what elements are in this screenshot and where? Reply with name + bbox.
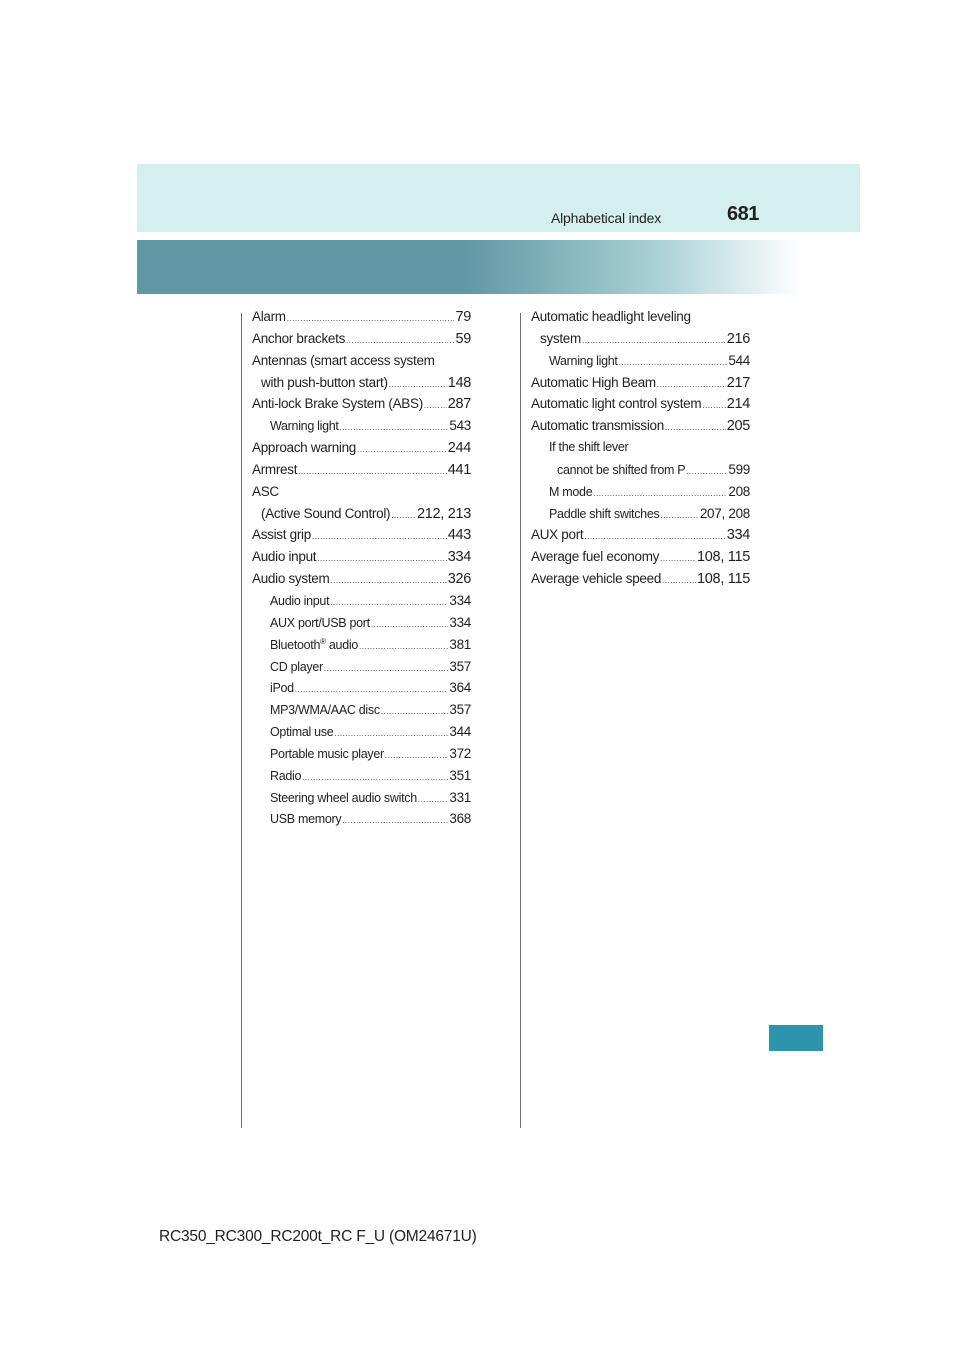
index-subentry[interactable]: M mode ..... 208 [531,481,750,503]
index-entry[interactable]: AUX port ..... 334 [531,524,750,546]
header-gradient-bar [137,240,860,294]
index-entry[interactable]: Automatic High Beam ..... 217 [531,372,750,394]
index-subentry[interactable]: Optimal use ..... 344 [252,721,471,743]
index-subentry[interactable]: AUX port/USB port ..... 334 [252,612,471,634]
index-entry[interactable]: Audio input ..... 334 [252,546,471,568]
left-column-rule [241,313,242,1128]
index-entry[interactable]: Automatic light control system ..... 214 [531,393,750,415]
page-number: 681 [727,203,759,225]
index-subentry[interactable]: Warning light ..... 543 [252,415,471,437]
index-column-right [531,306,750,590]
index-entry-heading: Automatic headlight leveling [531,309,691,324]
index-entry[interactable]: Audio system ..... 326 [252,568,471,590]
index-entry-heading: Antennas (smart access system [252,352,435,368]
index-subentry[interactable]: Warning light ..... 544 [531,350,750,372]
index-subentry[interactable]: CD player ..... 357 [252,656,471,678]
index-entry[interactable]: with push-button start) ..... 148 [252,372,471,394]
index-entry[interactable]: (Active Sound Control) ..... 212, 213 [252,503,471,525]
footer-model-code: RC350_RC300_RC200t_RC F_U (OM24671U) [159,1228,477,1245]
index-entry[interactable]: Anti-lock Brake System (ABS) ..... 287 [252,393,471,415]
index-subentry-heading: If the shift lever [549,440,629,455]
index-subentry[interactable]: cannot be shifted from P ..... 599 [531,459,750,481]
index-entry[interactable]: Assist grip ..... 443 [252,524,471,546]
index-entry[interactable]: Armrest ..... 441 [252,459,471,481]
index-subentry[interactable]: USB memory ..... 368 [252,808,471,830]
index-subentry[interactable]: Audio input ..... 334 [252,590,471,612]
index-subentry[interactable]: Paddle shift switches ..... 207, 208 [531,503,750,525]
index-subentry[interactable]: Portable music player ..... 372 [252,743,471,765]
index-entry[interactable]: Approach warning ..... 244 [252,437,471,459]
index-subentry[interactable]: iPod ..... 364 [252,677,471,699]
index-subentry[interactable]: MP3/WMA/AAC disc ..... 357 [252,699,471,721]
index-entry[interactable]: Average fuel economy ..... 108, 115 [531,546,750,568]
index-entry-heading: ASC [252,483,279,499]
index-column-left [252,306,471,830]
index-entry[interactable]: Alarm ..... 79 [252,306,471,328]
index-subentry[interactable]: Steering wheel audio switch ..... 331 [252,787,471,809]
section-title: Alphabetical index [551,210,662,226]
middle-column-rule [520,313,521,1128]
index-entry[interactable]: Average vehicle speed ..... 108, 115 [531,568,750,590]
index-subentry[interactable]: Radio ..... 351 [252,765,471,787]
index-entry[interactable]: Automatic transmission ..... 205 [531,415,750,437]
index-subentry[interactable]: Bluetooth® audio ..... 381 [252,634,471,656]
index-entry[interactable]: Anchor brackets ..... 59 [252,328,471,350]
index-entry[interactable]: system ..... 216 [531,328,750,350]
section-tab-marker [769,1025,823,1051]
